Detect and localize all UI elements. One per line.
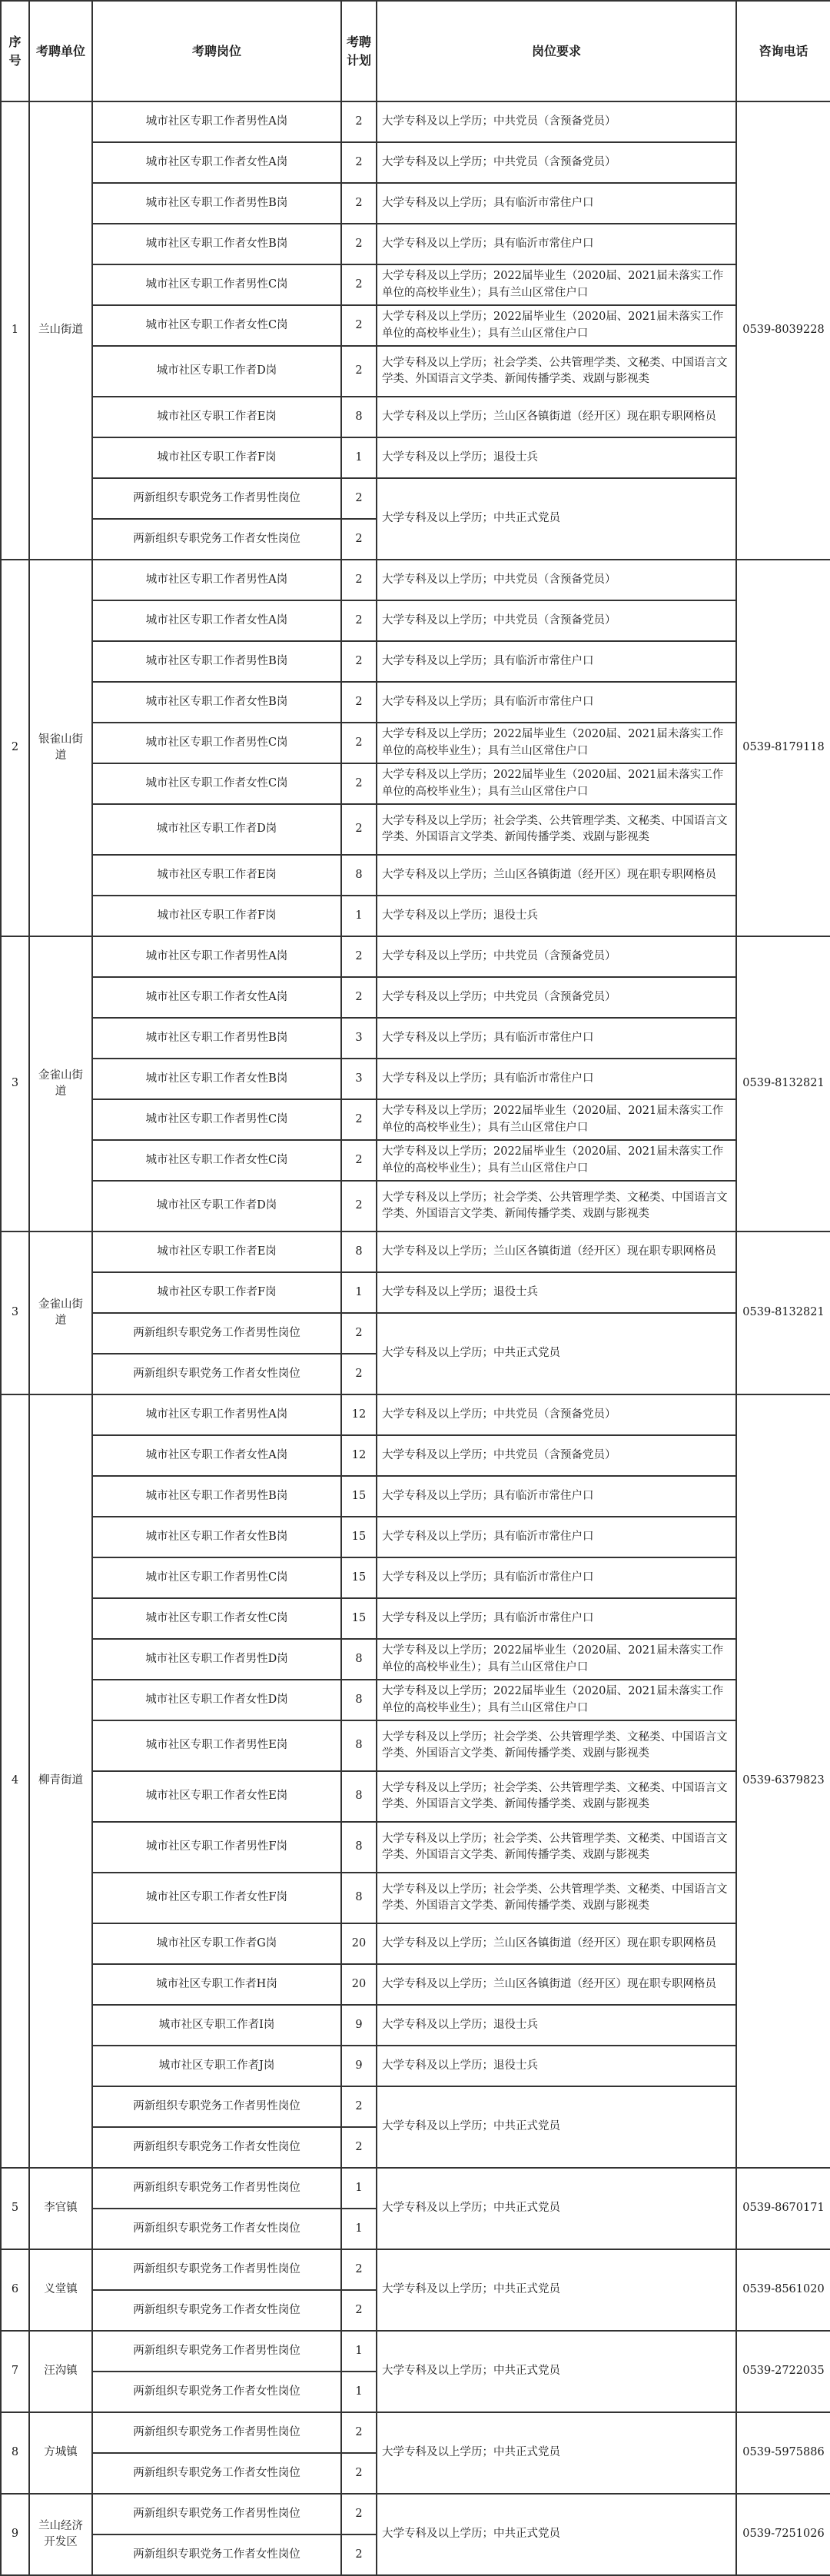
post-cell: 城市社区专职工作者女性B岗 (92, 682, 341, 723)
plan-cell: 1 (341, 2331, 377, 2372)
post-cell: 城市社区专职工作者F岗 (92, 1272, 341, 1313)
plan-cell: 2 (341, 600, 377, 641)
post-cell: 两新组织专职党务工作者男性岗位 (92, 478, 341, 519)
requirement-cell: 大学专科及以上学历；中共正式党员 (377, 2249, 736, 2331)
plan-cell: 2 (341, 723, 377, 763)
requirement-cell: 大学专科及以上学历；兰山区各镇街道（经开区）现在职专职网格员 (377, 1231, 736, 1272)
requirement-cell: 大学专科及以上学历；中共党员（含预备党员） (377, 101, 736, 142)
requirement-cell: 大学专科及以上学历；中共党员（含预备党员） (377, 936, 736, 977)
plan-cell: 2 (341, 2453, 377, 2494)
post-cell: 城市社区专职工作者男性B岗 (92, 1018, 341, 1059)
table-row (1, 1476, 830, 1517)
plan-cell: 9 (341, 2005, 377, 2046)
requirement-cell: 大学专科及以上学历；社会学类、公共管理学类、文秘类、中国语言文学类、外国语言文学类、新闻传播学类、戏剧与影视类 (377, 1720, 736, 1771)
requirement-cell: 大学专科及以上学历；兰山区各镇街道（经开区）现在职专职网格员 (377, 397, 736, 437)
table-row (1, 600, 830, 641)
phone-cell: 0539-8132821 (736, 1231, 830, 1394)
requirement-cell: 大学专科及以上学历；社会学类、公共管理学类、文秘类、中国语言文学类、外国语言文学类、新闻传播学类、戏剧与影视类 (377, 1771, 736, 1822)
phone-cell: 0539-8561020 (736, 2249, 830, 2331)
plan-cell: 2 (341, 1354, 377, 1394)
table-row (1, 346, 830, 397)
post-cell: 城市社区专职工作者女性E岗 (92, 1771, 341, 1822)
seq-cell: 9 (1, 2494, 29, 2575)
requirement-cell: 大学专科及以上学历；具有临沂市常住户口 (377, 1059, 736, 1099)
post-cell: 城市社区专职工作者男性C岗 (92, 723, 341, 763)
plan-cell: 2 (341, 977, 377, 1018)
table-row (1, 855, 830, 896)
plan-cell: 2 (341, 560, 377, 600)
requirement-cell: 大学专科及以上学历；具有临沂市常住户口 (377, 224, 736, 264)
requirement-cell: 大学专科及以上学历；中共党员（含预备党员） (377, 600, 736, 641)
plan-cell: 2 (341, 2249, 377, 2290)
post-cell: 城市社区专职工作者男性C岗 (92, 1557, 341, 1598)
table-row (1, 1140, 830, 1181)
post-cell: 两新组织专职党务工作者男性岗位 (92, 2249, 341, 2290)
post-cell: 城市社区专职工作者女性C岗 (92, 763, 341, 804)
post-cell: 城市社区专职工作者女性B岗 (92, 1517, 341, 1557)
seq-cell: 3 (1, 1231, 29, 1394)
plan-cell: 3 (341, 1059, 377, 1099)
requirement-cell: 大学专科及以上学历；社会学类、公共管理学类、文秘类、中国语言文学类、外国语言文学类、新闻传播学类、戏剧与影视类 (377, 1822, 736, 1873)
plan-cell: 15 (341, 1476, 377, 1517)
phone-cell: 0539-8132821 (736, 936, 830, 1231)
plan-cell: 8 (341, 397, 377, 437)
post-cell: 两新组织专职党务工作者男性岗位 (92, 2331, 341, 2372)
table-row (1, 977, 830, 1018)
post-cell: 城市社区专职工作者男性C岗 (92, 264, 341, 305)
requirement-cell: 大学专科及以上学历；中共正式党员 (377, 1313, 736, 1394)
requirement-cell: 大学专科及以上学历；2022届毕业生（2020届、2021届未落实工作单位的高校毕业生）；具有兰山区常住户口 (377, 1099, 736, 1140)
plan-cell: 8 (341, 1680, 377, 1720)
table-header-row (1, 1, 830, 101)
seq-cell: 8 (1, 2412, 29, 2494)
plan-cell: 8 (341, 1822, 377, 1873)
table-row (1, 1822, 830, 1873)
requirement-cell: 大学专科及以上学历；具有临沂市常住户口 (377, 183, 736, 224)
seq-cell: 7 (1, 2331, 29, 2412)
table-row (1, 1639, 830, 1680)
post-cell: 城市社区专职工作者男性E岗 (92, 1720, 341, 1771)
post-cell: 城市社区专职工作者女性C岗 (92, 1598, 341, 1639)
post-cell: 城市社区专职工作者D岗 (92, 804, 341, 855)
table-row (1, 2086, 830, 2127)
post-cell: 城市社区专职工作者女性A岗 (92, 1435, 341, 1476)
requirement-cell: 大学专科及以上学历；2022届毕业生（2020届、2021届未落实工作单位的高校毕业生）；具有兰山区常住户口 (377, 1680, 736, 1720)
plan-cell: 2 (341, 305, 377, 346)
table-row (1, 1231, 830, 1272)
plan-cell: 9 (341, 2046, 377, 2086)
plan-cell: 2 (341, 1181, 377, 1231)
table-row (1, 224, 830, 264)
table-row (1, 1394, 830, 1435)
phone-cell: 0539-7251026 (736, 2494, 830, 2575)
requirement-cell: 大学专科及以上学历；兰山区各镇街道（经开区）现在职专职网格员 (377, 855, 736, 896)
requirement-cell: 大学专科及以上学历；社会学类、公共管理学类、文秘类、中国语言文学类、外国语言文学类、新闻传播学类、戏剧与影视类 (377, 1181, 736, 1231)
header-unit: 考聘单位 (29, 1, 92, 101)
requirement-cell: 大学专科及以上学历；退役士兵 (377, 437, 736, 478)
requirement-cell: 大学专科及以上学历；具有临沂市常住户口 (377, 682, 736, 723)
unit-cell: 汪沟镇 (29, 2331, 92, 2412)
unit-cell: 方城镇 (29, 2412, 92, 2494)
requirement-cell: 大学专科及以上学历；2022届毕业生（2020届、2021届未落实工作单位的高校毕业生）；具有兰山区常住户口 (377, 264, 736, 305)
plan-cell: 8 (341, 1639, 377, 1680)
post-cell: 城市社区专职工作者男性D岗 (92, 1639, 341, 1680)
table-row (1, 1313, 830, 1354)
post-cell: 城市社区专职工作者D岗 (92, 1181, 341, 1231)
table-row (1, 1435, 830, 1476)
plan-cell: 2 (341, 142, 377, 183)
table-row (1, 723, 830, 763)
plan-cell: 2 (341, 264, 377, 305)
table-row (1, 763, 830, 804)
table-row (1, 2249, 830, 2290)
plan-cell: 2 (341, 224, 377, 264)
requirement-cell: 大学专科及以上学历；退役士兵 (377, 896, 736, 936)
requirement-cell: 大学专科及以上学历；2022届毕业生（2020届、2021届未落实工作单位的高校毕业生）；具有兰山区常住户口 (377, 763, 736, 804)
seq-cell: 2 (1, 560, 29, 936)
plan-cell: 2 (341, 2534, 377, 2575)
table-row (1, 2331, 830, 2372)
requirement-cell: 大学专科及以上学历；中共正式党员 (377, 2412, 736, 2494)
plan-cell: 2 (341, 2412, 377, 2453)
table-row (1, 1272, 830, 1313)
requirement-cell: 大学专科及以上学历；兰山区各镇街道（经开区）现在职专职网格员 (377, 1964, 736, 2005)
plan-cell: 2 (341, 183, 377, 224)
post-cell: 两新组织专职党务工作者女性岗位 (92, 2453, 341, 2494)
plan-cell: 2 (341, 2494, 377, 2534)
post-cell: 两新组织专职党务工作者男性岗位 (92, 1313, 341, 1354)
table-row (1, 2494, 830, 2534)
plan-cell: 2 (341, 682, 377, 723)
table-row (1, 2005, 830, 2046)
plan-cell: 2 (341, 2290, 377, 2331)
plan-cell: 1 (341, 2168, 377, 2209)
plan-cell: 15 (341, 1517, 377, 1557)
table-row (1, 804, 830, 855)
requirement-cell: 大学专科及以上学历；中共党员（含预备党员） (377, 142, 736, 183)
table-row (1, 560, 830, 600)
phone-cell: 0539-8039228 (736, 101, 830, 560)
requirement-cell: 大学专科及以上学历；具有临沂市常住户口 (377, 1557, 736, 1598)
table-row (1, 641, 830, 682)
plan-cell: 2 (341, 2127, 377, 2168)
plan-cell: 8 (341, 1231, 377, 1272)
requirement-cell: 大学专科及以上学历；具有临沂市常住户口 (377, 641, 736, 682)
post-cell: 城市社区专职工作者J岗 (92, 2046, 341, 2086)
plan-cell: 15 (341, 1557, 377, 1598)
post-cell: 城市社区专职工作者男性A岗 (92, 936, 341, 977)
table-row (1, 1771, 830, 1822)
post-cell: 城市社区专职工作者女性B岗 (92, 224, 341, 264)
post-cell: 两新组织专职党务工作者男性岗位 (92, 2412, 341, 2453)
plan-cell: 1 (341, 437, 377, 478)
table-row (1, 1517, 830, 1557)
post-cell: 城市社区专职工作者女性A岗 (92, 600, 341, 641)
requirement-cell: 大学专科及以上学历；中共党员（含预备党员） (377, 560, 736, 600)
post-cell: 城市社区专职工作者I岗 (92, 2005, 341, 2046)
post-cell: 城市社区专职工作者H岗 (92, 1964, 341, 2005)
plan-cell: 8 (341, 1720, 377, 1771)
requirement-cell: 大学专科及以上学历；中共正式党员 (377, 2494, 736, 2575)
plan-cell: 2 (341, 101, 377, 142)
plan-cell: 8 (341, 855, 377, 896)
plan-cell: 20 (341, 1923, 377, 1964)
requirement-cell: 大学专科及以上学历；中共正式党员 (377, 2331, 736, 2412)
table-row (1, 397, 830, 437)
post-cell: 城市社区专职工作者男性C岗 (92, 1099, 341, 1140)
requirement-cell: 大学专科及以上学历；具有临沂市常住户口 (377, 1476, 736, 1517)
post-cell: 城市社区专职工作者女性F岗 (92, 1873, 341, 1923)
plan-cell: 2 (341, 1140, 377, 1181)
phone-cell: 0539-8179118 (736, 560, 830, 936)
table-row (1, 1557, 830, 1598)
table-row (1, 142, 830, 183)
requirement-cell: 大学专科及以上学历；具有临沂市常住户口 (377, 1517, 736, 1557)
seq-cell: 5 (1, 2168, 29, 2249)
plan-cell: 2 (341, 936, 377, 977)
requirement-cell: 大学专科及以上学历；中共党员（含预备党员） (377, 1394, 736, 1435)
requirement-cell: 大学专科及以上学历；中共党员（含预备党员） (377, 1435, 736, 1476)
plan-cell: 2 (341, 2086, 377, 2127)
post-cell: 两新组织专职党务工作者女性岗位 (92, 2127, 341, 2168)
requirement-cell: 大学专科及以上学历；具有临沂市常住户口 (377, 1018, 736, 1059)
seq-cell: 1 (1, 101, 29, 560)
unit-cell: 义堂镇 (29, 2249, 92, 2331)
plan-cell: 2 (341, 1099, 377, 1140)
post-cell: 城市社区专职工作者男性A岗 (92, 101, 341, 142)
post-cell: 两新组织专职党务工作者男性岗位 (92, 2494, 341, 2534)
table-row (1, 2412, 830, 2453)
table-row (1, 101, 830, 142)
requirement-cell: 大学专科及以上学历；2022届毕业生（2020届、2021届未落实工作单位的高校毕业生）；具有兰山区常住户口 (377, 1140, 736, 1181)
post-cell: 城市社区专职工作者女性A岗 (92, 142, 341, 183)
plan-cell: 1 (341, 1272, 377, 1313)
plan-cell: 15 (341, 1598, 377, 1639)
post-cell: 城市社区专职工作者男性A岗 (92, 560, 341, 600)
post-cell: 城市社区专职工作者女性A岗 (92, 977, 341, 1018)
unit-cell: 兰山街道 (29, 101, 92, 560)
post-cell: 两新组织专职党务工作者女性岗位 (92, 1354, 341, 1394)
plan-cell: 2 (341, 1313, 377, 1354)
requirement-cell: 大学专科及以上学历；社会学类、公共管理学类、文秘类、中国语言文学类、外国语言文学类、新闻传播学类、戏剧与影视类 (377, 1873, 736, 1923)
header-seq: 序号 (1, 1, 29, 101)
plan-cell: 3 (341, 1018, 377, 1059)
header-plan: 考聘计划 (341, 1, 377, 101)
post-cell: 两新组织专职党务工作者女性岗位 (92, 2209, 341, 2249)
post-cell: 两新组织专职党务工作者女性岗位 (92, 2290, 341, 2331)
plan-cell: 1 (341, 2372, 377, 2412)
post-cell: 两新组织专职党务工作者女性岗位 (92, 519, 341, 560)
seq-cell: 3 (1, 936, 29, 1231)
table-row (1, 183, 830, 224)
post-cell: 城市社区专职工作者E岗 (92, 855, 341, 896)
post-cell: 城市社区专职工作者男性A岗 (92, 1394, 341, 1435)
table-row (1, 1964, 830, 2005)
post-cell: 两新组织专职党务工作者女性岗位 (92, 2534, 341, 2575)
unit-cell: 金雀山街道 (29, 936, 92, 1231)
post-cell: 城市社区专职工作者男性B岗 (92, 183, 341, 224)
header-post: 考聘岗位 (92, 1, 341, 101)
table-row (1, 1923, 830, 1964)
post-cell: 城市社区专职工作者女性C岗 (92, 1140, 341, 1181)
phone-cell: 0539-8670171 (736, 2168, 830, 2249)
table-row (1, 1059, 830, 1099)
table-row (1, 1099, 830, 1140)
table-row (1, 305, 830, 346)
table-row (1, 1598, 830, 1639)
plan-cell: 1 (341, 2209, 377, 2249)
phone-cell: 0539-6379823 (736, 1394, 830, 2168)
requirement-cell: 大学专科及以上学历；中共正式党员 (377, 2168, 736, 2249)
plan-cell: 2 (341, 804, 377, 855)
requirement-cell: 大学专科及以上学历；退役士兵 (377, 1272, 736, 1313)
post-cell: 两新组织专职党务工作者女性岗位 (92, 2372, 341, 2412)
post-cell: 城市社区专职工作者女性C岗 (92, 305, 341, 346)
plan-cell: 2 (341, 763, 377, 804)
post-cell: 城市社区专职工作者D岗 (92, 346, 341, 397)
table-row (1, 437, 830, 478)
table-row (1, 1018, 830, 1059)
unit-cell: 金雀山街道 (29, 1231, 92, 1394)
table-row (1, 2168, 830, 2209)
table-body (1, 101, 830, 2575)
table-row (1, 936, 830, 977)
plan-cell: 8 (341, 1771, 377, 1822)
table-row (1, 1720, 830, 1771)
table-row (1, 896, 830, 936)
unit-cell: 银雀山街道 (29, 560, 92, 936)
plan-cell: 8 (341, 1873, 377, 1923)
post-cell: 城市社区专职工作者女性D岗 (92, 1680, 341, 1720)
post-cell: 城市社区专职工作者F岗 (92, 896, 341, 936)
table-row (1, 2046, 830, 2086)
header-phone: 咨询电话 (736, 1, 830, 101)
phone-cell: 0539-2722035 (736, 2331, 830, 2412)
plan-cell: 2 (341, 478, 377, 519)
header-requirement: 岗位要求 (377, 1, 736, 101)
requirement-cell: 大学专科及以上学历；2022届毕业生（2020届、2021届未落实工作单位的高校毕业生）；具有兰山区常住户口 (377, 1639, 736, 1680)
unit-cell: 柳青街道 (29, 1394, 92, 2168)
table-row (1, 682, 830, 723)
requirement-cell: 大学专科及以上学历；退役士兵 (377, 2046, 736, 2086)
requirement-cell: 大学专科及以上学历；2022届毕业生（2020届、2021届未落实工作单位的高校毕业生）；具有兰山区常住户口 (377, 723, 736, 763)
unit-cell: 兰山经济开发区 (29, 2494, 92, 2575)
plan-cell: 20 (341, 1964, 377, 2005)
seq-cell: 6 (1, 2249, 29, 2331)
plan-cell: 2 (341, 346, 377, 397)
requirement-cell: 大学专科及以上学历；中共正式党员 (377, 478, 736, 560)
table-row (1, 1873, 830, 1923)
table-row (1, 1181, 830, 1231)
requirement-cell: 大学专科及以上学历；兰山区各镇街道（经开区）现在职专职网格员 (377, 1923, 736, 1964)
phone-cell: 0539-5975886 (736, 2412, 830, 2494)
post-cell: 城市社区专职工作者E岗 (92, 1231, 341, 1272)
post-cell: 城市社区专职工作者男性B岗 (92, 641, 341, 682)
requirement-cell: 大学专科及以上学历；退役士兵 (377, 2005, 736, 2046)
table-row (1, 478, 830, 519)
table-row (1, 1680, 830, 1720)
post-cell: 城市社区专职工作者女性B岗 (92, 1059, 341, 1099)
requirement-cell: 大学专科及以上学历；社会学类、公共管理学类、文秘类、中国语言文学类、外国语言文学类、新闻传播学类、戏剧与影视类 (377, 804, 736, 855)
post-cell: 两新组织专职党务工作者男性岗位 (92, 2168, 341, 2209)
post-cell: 城市社区专职工作者E岗 (92, 397, 341, 437)
post-cell: 城市社区专职工作者男性F岗 (92, 1822, 341, 1873)
requirement-cell: 大学专科及以上学历；具有临沂市常住户口 (377, 1598, 736, 1639)
requirement-cell: 大学专科及以上学历；2022届毕业生（2020届、2021届未落实工作单位的高校毕业生）；具有兰山区常住户口 (377, 305, 736, 346)
requirement-cell: 大学专科及以上学历；中共党员（含预备党员） (377, 977, 736, 1018)
plan-cell: 1 (341, 896, 377, 936)
requirement-cell: 大学专科及以上学历；社会学类、公共管理学类、文秘类、中国语言文学类、外国语言文学类、新闻传播学类、戏剧与影视类 (377, 346, 736, 397)
post-cell: 城市社区专职工作者F岗 (92, 437, 341, 478)
table-row (1, 264, 830, 305)
post-cell: 两新组织专职党务工作者男性岗位 (92, 2086, 341, 2127)
post-cell: 城市社区专职工作者男性B岗 (92, 1476, 341, 1517)
seq-cell: 4 (1, 1394, 29, 2168)
post-cell: 城市社区专职工作者G岗 (92, 1923, 341, 1964)
plan-cell: 2 (341, 641, 377, 682)
plan-cell: 12 (341, 1435, 377, 1476)
plan-cell: 2 (341, 519, 377, 560)
plan-cell: 12 (341, 1394, 377, 1435)
unit-cell: 李官镇 (29, 2168, 92, 2249)
requirement-cell: 大学专科及以上学历；中共正式党员 (377, 2086, 736, 2168)
